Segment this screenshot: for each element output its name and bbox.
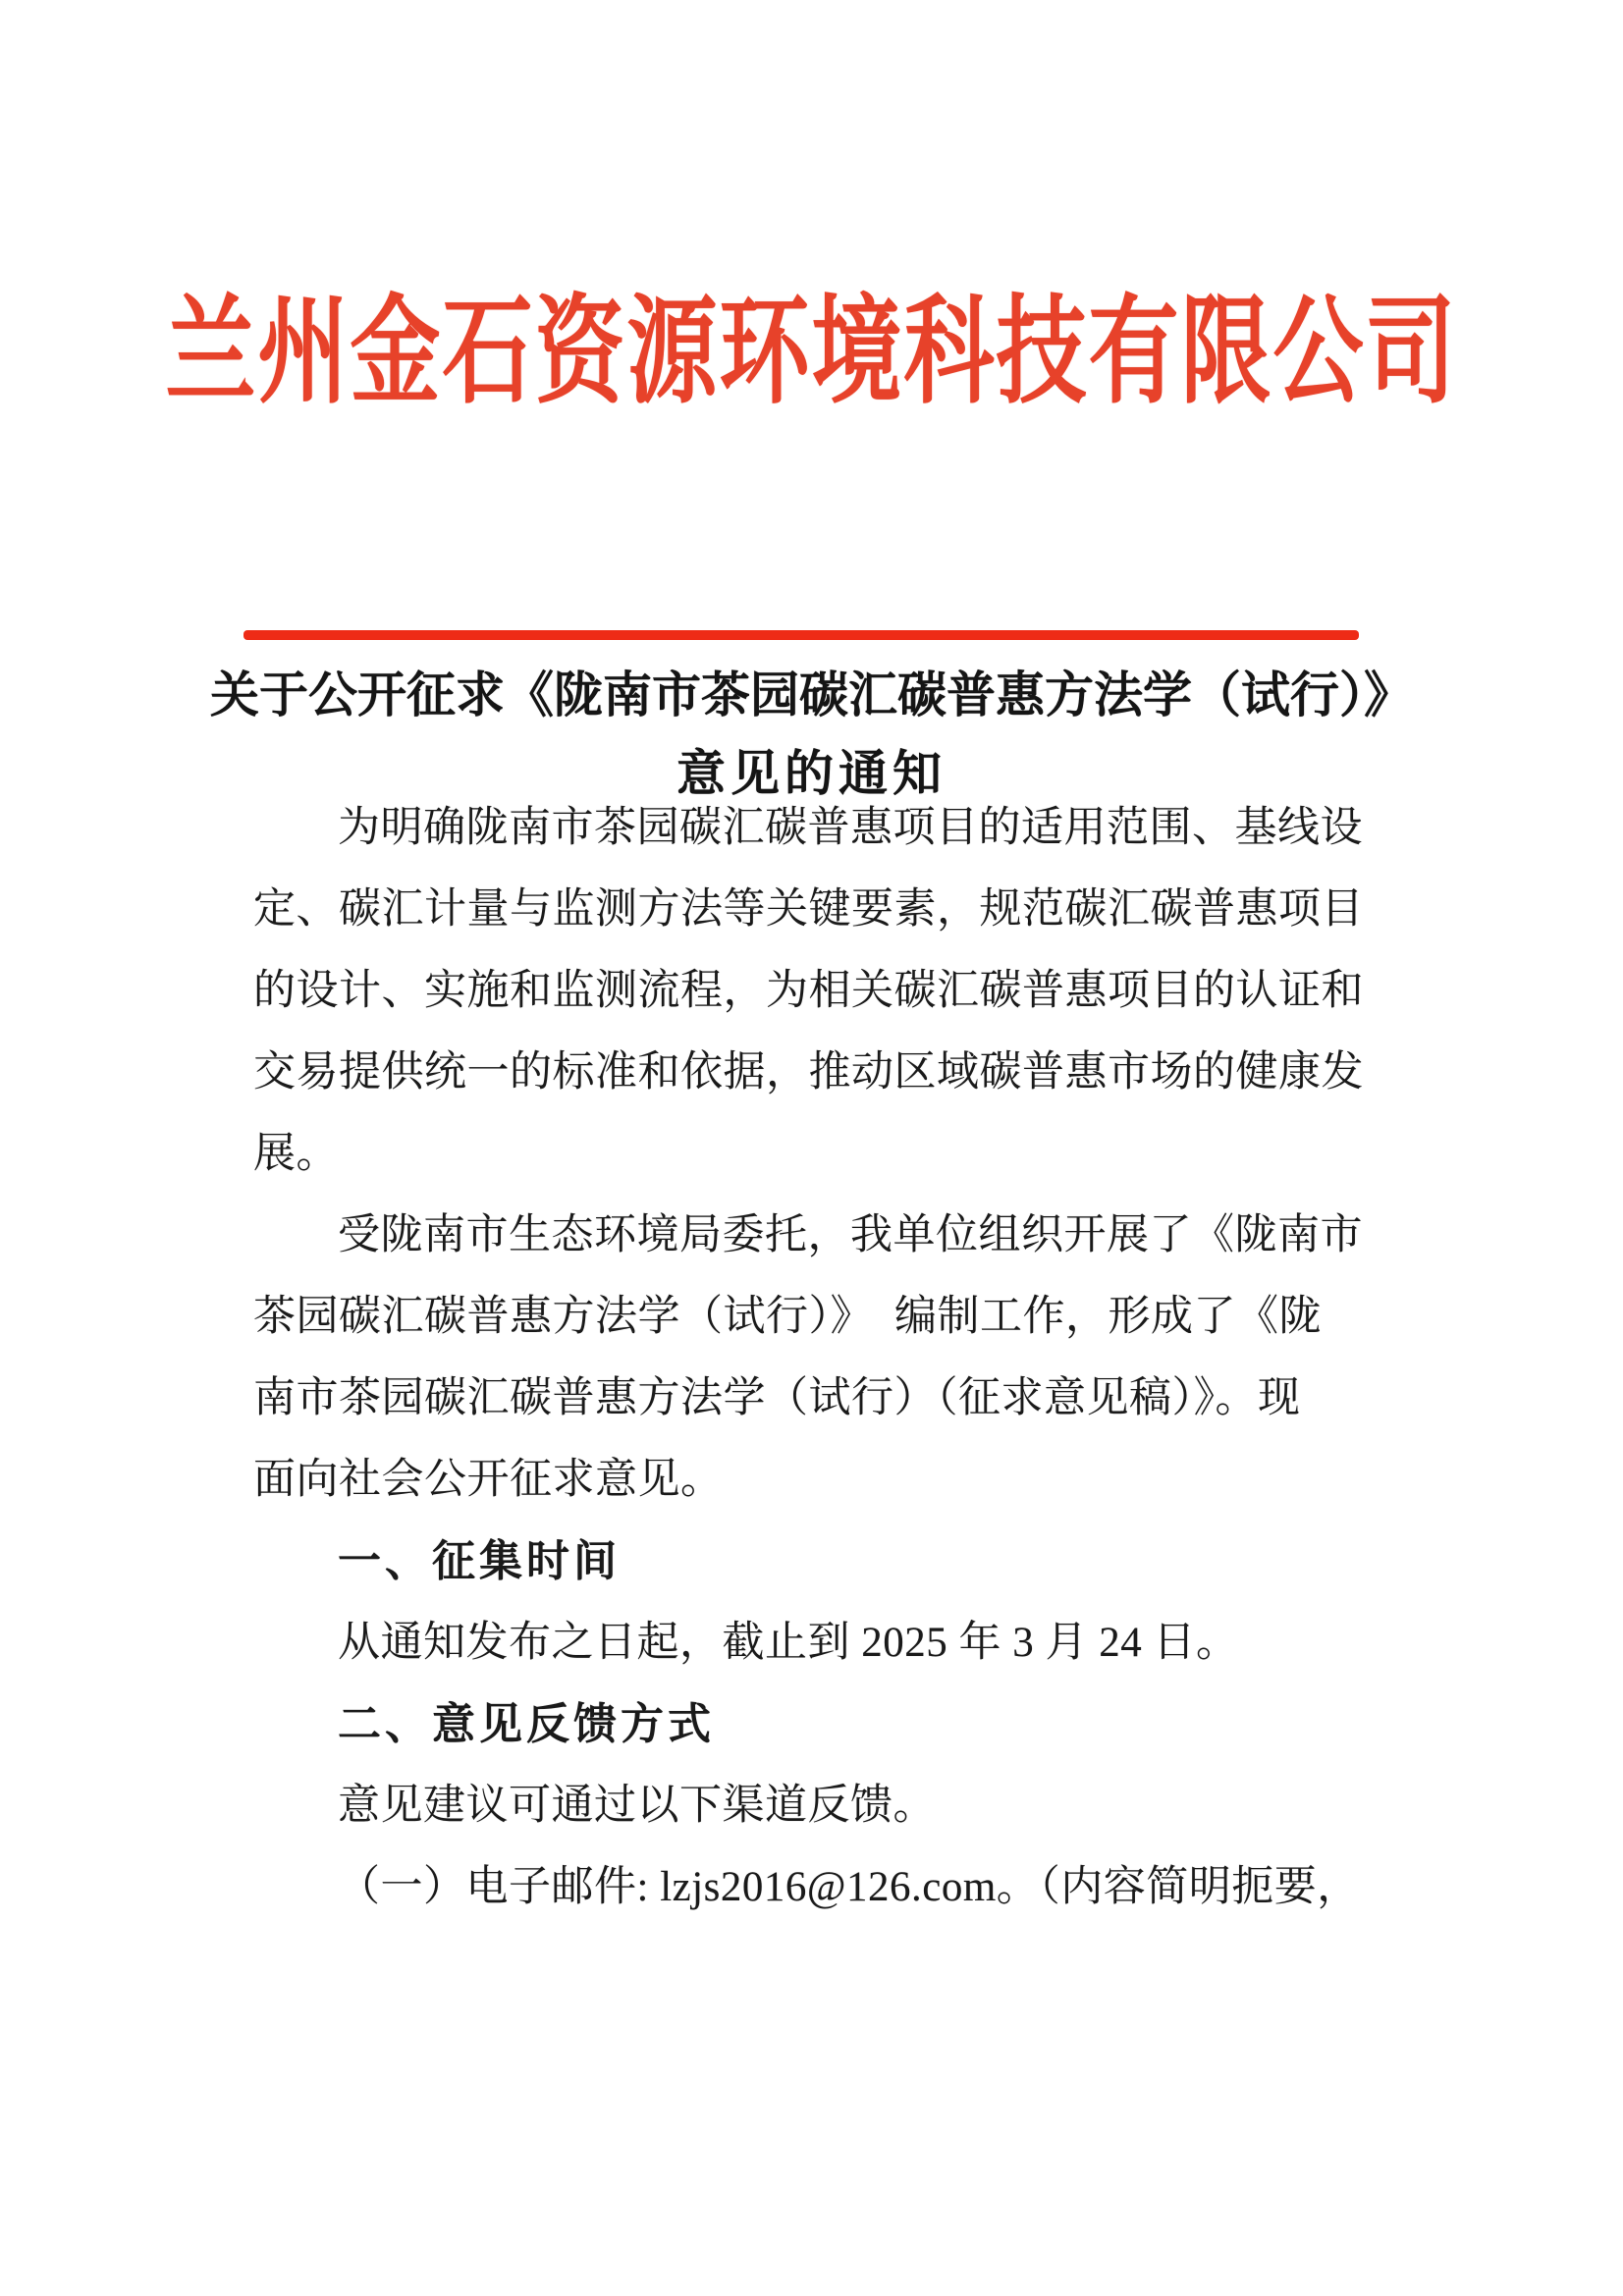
body-line: 从通知发布之日起，截止到 2025 年 3 月 24 日。 bbox=[338, 1620, 1239, 1666]
body-line: 茶园碳汇碳普惠方法学（试行）》 编制工作，形成了《陇 bbox=[253, 1294, 1322, 1340]
document-body bbox=[253, 787, 1373, 1928]
document-title-line1: 关于公开征求《陇南市茶园碳汇碳普惠方法学（试行）》 bbox=[210, 667, 1413, 722]
body-line: 南市茶园碳汇碳普惠方法学（试行）（征求意见稿）》。现 bbox=[253, 1375, 1301, 1421]
body-line-email: （一）电子邮件: lzjs2016@126.com。（内容简明扼要， bbox=[338, 1864, 1360, 1910]
company-letterhead: 兰州金石资源环境科技有限公司 bbox=[165, 287, 1458, 418]
section-heading: 二、意见反馈方式 bbox=[338, 1700, 715, 1748]
body-line: 受陇南市生态环境局委托，我单位组织开展了《陇南市 bbox=[338, 1212, 1363, 1258]
body-line: 意见建议可通过以下渠道反馈。 bbox=[338, 1783, 936, 1829]
document-title-line2: 意见的通知 bbox=[676, 746, 947, 801]
body-line: 交易提供统一的标准和依据，推动区域碳普惠市场的健康发 bbox=[253, 1049, 1364, 1095]
section-heading: 一、征集时间 bbox=[338, 1537, 621, 1585]
body-line: 为明确陇南市茶园碳汇碳普惠项目的适用范围、基线设 bbox=[338, 805, 1363, 851]
body-line: 展。 bbox=[253, 1131, 339, 1177]
letterhead-divider-rule bbox=[243, 630, 1359, 640]
body-line: 的设计、实施和监测流程，为相关碳汇碳普惠项目的认证和 bbox=[253, 968, 1364, 1014]
body-line: 面向社会公开征求意见。 bbox=[253, 1457, 724, 1503]
body-line: 定、碳汇计量与监测方法等关键要素，规范碳汇碳普惠项目 bbox=[253, 886, 1364, 933]
